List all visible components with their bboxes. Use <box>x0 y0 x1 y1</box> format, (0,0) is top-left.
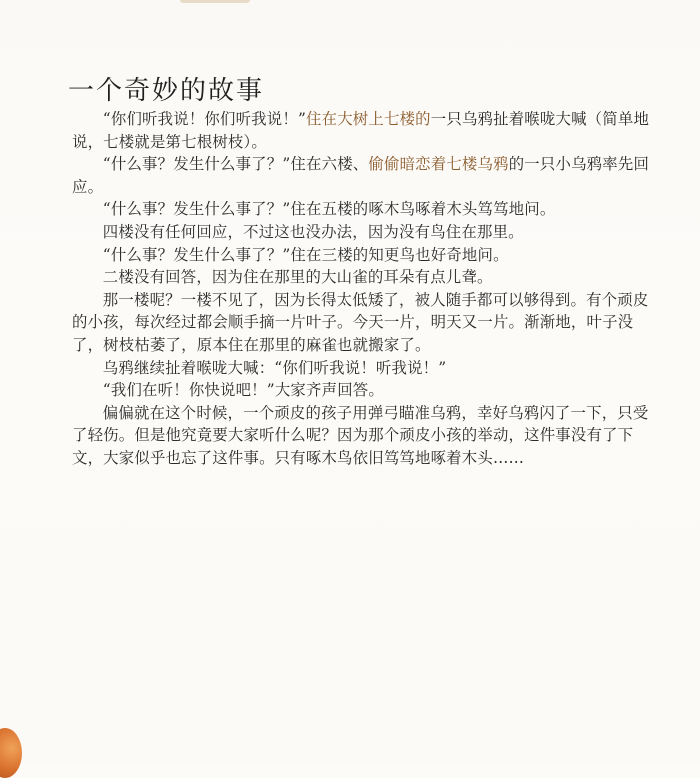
highlighted-text: 住在大树上七楼的 <box>306 110 431 128</box>
story-paragraph: 偏偏就在这个时候，一个顽皮的孩子用弹弓瞄准乌鸦，幸好乌鸦闪了一下，只受了轻伤。但是他究竟要大家听什么呢？因为那个顽皮小孩的举动，这件事没有了下文，大家似乎也忘了这件事。只有啄木鸟依旧笃笃地啄着木头…… <box>72 403 649 467</box>
story-paragraph <box>72 153 652 198</box>
page-title: 一个奇妙的故事 <box>68 76 265 106</box>
corner-illustration <box>0 728 22 778</box>
page-top-decoration <box>180 0 250 3</box>
story-paragraph: 二楼没有回答，因为住在那里的大山雀的耳朵有点儿聋。 <box>102 268 493 287</box>
story-paragraph <box>72 108 652 153</box>
highlighted-text: 偷偷暗恋着七楼乌鸦 <box>368 155 509 174</box>
story-body <box>72 108 652 470</box>
story-paragraph: “我们在听！你快说吧！”大家齐声回答。 <box>102 381 384 400</box>
story-paragraph: 乌鸦继续扯着喉咙大喊：“你们听我说！听我说！” <box>102 358 447 377</box>
story-paragraph: “什么事？发生什么事了？”住在五楼的啄木鸟啄着木头笃笃地问。 <box>102 200 556 219</box>
paragraph-text: “你们听我说！你们听我说！” <box>102 110 307 128</box>
story-paragraph: 四楼没有任何回应，不过这也没办法，因为没有鸟住在那里。 <box>102 222 524 241</box>
story-paragraph: 那一楼呢？一楼不见了，因为长得太低矮了，被人随手都可以够得到。有个顽皮的小孩，每次经过都会顺手摘一片叶子。今天一片，明天又一片。渐渐地，叶子没了，树枝枯萎了，原本住在那里的麻雀也就搬家了。 <box>72 290 649 354</box>
paragraph-text: 一只乌鸦扯着喉咙大喊（简单地说，七楼就是第七根树枝）。 <box>72 110 650 151</box>
story-paragraph: “什么事？发生什么事了？”住在三楼的知更鸟也好奇地问。 <box>102 245 509 264</box>
paragraph-text: “什么事？发生什么事了？”住在六楼、 <box>102 155 369 174</box>
paragraph-text: 的一只小乌鸦率先回应。 <box>72 155 650 196</box>
